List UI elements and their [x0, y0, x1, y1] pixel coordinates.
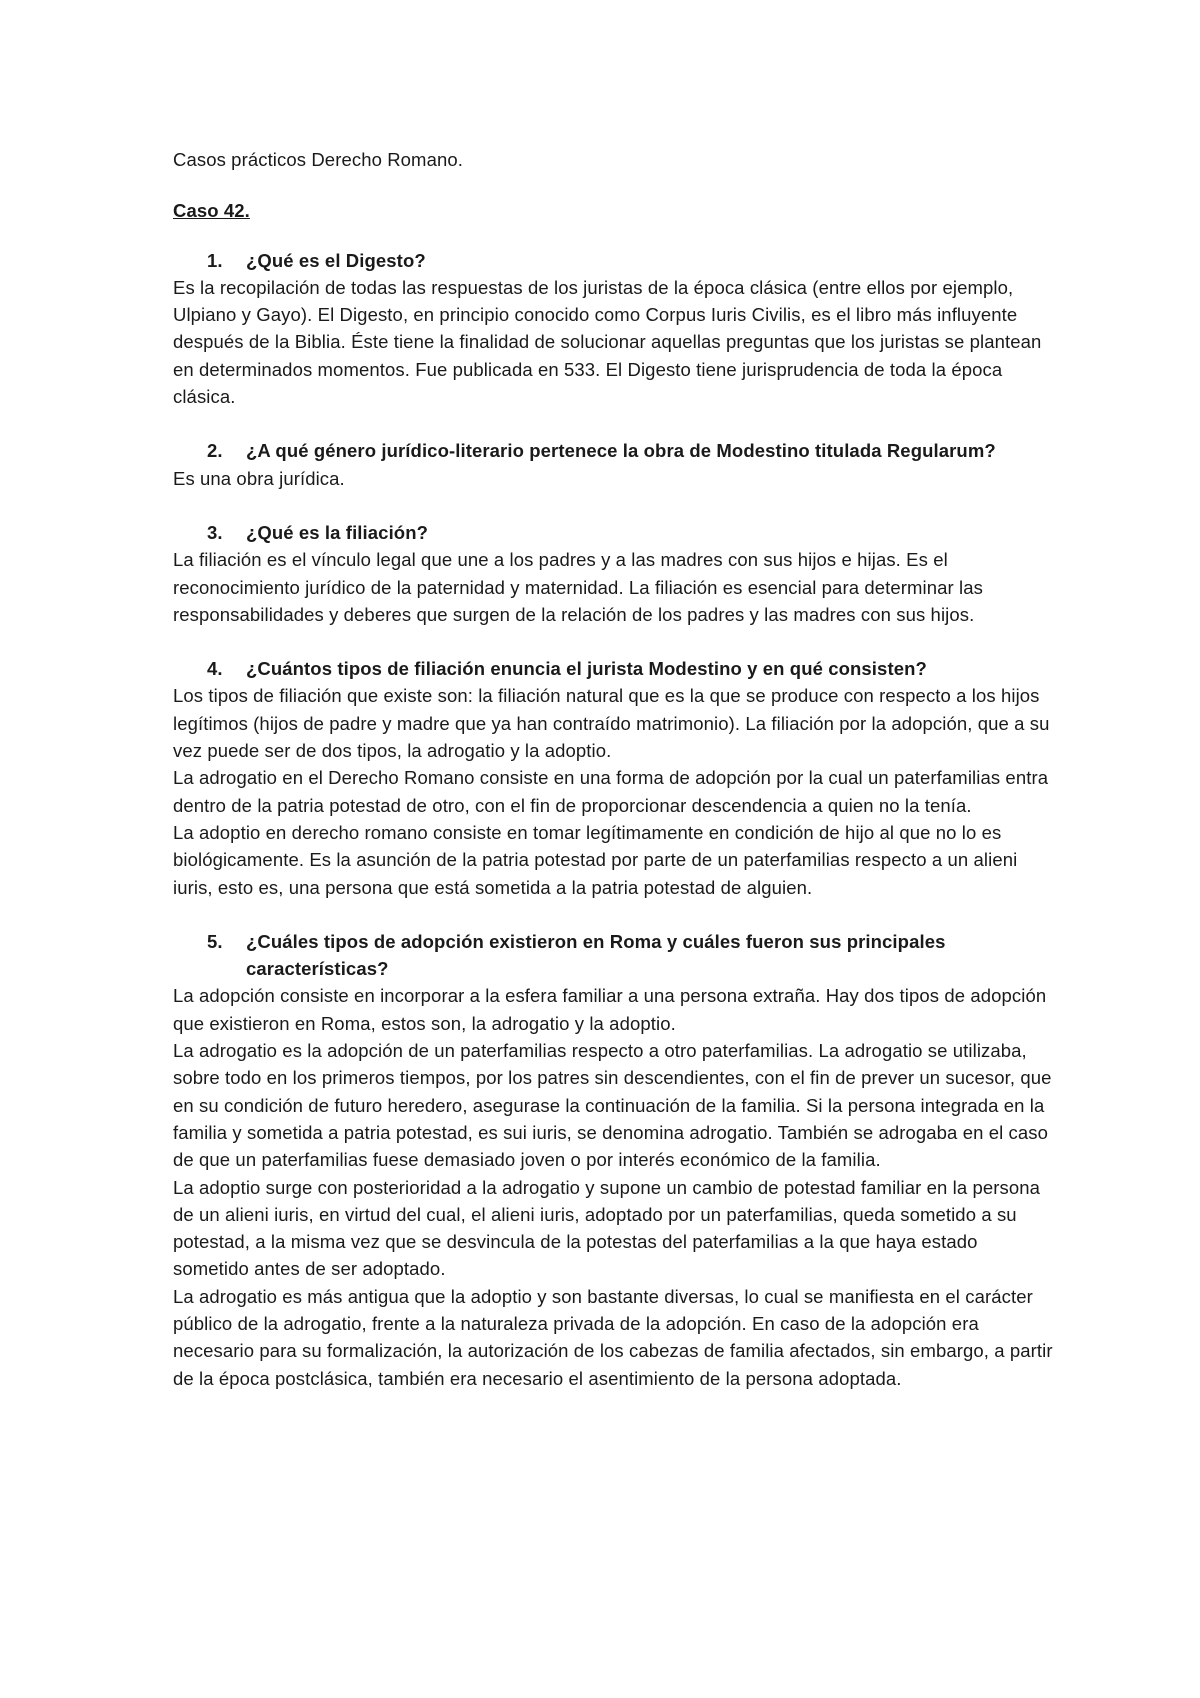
answer-paragraph: La adrogatio en el Derecho Romano consiste en una forma de adopción por la cual un paterfamilias entra dentro de la patria potestad de otro, con el fin de proporcionar descendencia a quien no la tenía. — [173, 767, 1049, 816]
section-4 — [173, 655, 1053, 901]
question-number: 3. — [207, 521, 223, 543]
section-1 — [173, 247, 1053, 411]
answer-body — [173, 546, 1053, 628]
question-text: ¿Qué es la filiación? — [246, 521, 429, 543]
answer-paragraph: Los tipos de filiación que existe son: la filiación natural que es la que se produce con respecto a los hijos legítimos (hijos de padre y madre que ya han contraído matrimonio). La filiación por la adopción, que a su vez puede ser de dos tipos, la adrogatio y la adoptio. — [173, 685, 1050, 762]
answer-paragraph: Es una obra jurídica. — [173, 467, 345, 489]
answer-paragraph: La adoptio en derecho romano consiste en tomar legítimamente en condición de hijo al que no lo es biológicamente. Es la asunción de la patria potestad por parte de un paterfamilias respecto a un alieni iuris, esto es, una persona que está sometida a la patria potestad de alguien. — [173, 821, 1018, 898]
answer-paragraph: La adrogatio es la adopción de un paterfamilias respecto a otro paterfamilias. La adrogatio se utilizaba, sobre todo en los primeros tiempos, por los patres sin descendientes, con el fin de prever un sucesor, que en su condición de futuro heredero, asegurase la continuación de la familia. Si la persona integrada en la familia y sometida a patria potestad, es sui iuris, se denomina adrogatio. También se adrogaba en el caso de que un paterfamilias fuese demasiado joven o por interés económico de la familia. — [173, 1040, 1052, 1171]
question-number: 1. — [207, 249, 223, 271]
answer-paragraph: La filiación es el vínculo legal que une a los padres y a las madres con sus hijos e hijas. Es el reconocimiento jurídico de la paternidad y maternidad. La filiación es esencial para determinar las responsabilidades y deberes que surgen de la relación de los padres y las madres con sus hijos. — [173, 549, 983, 625]
answer-paragraph: La adoptio surge con posterioridad a la adrogatio y supone un cambio de potestad familiar en la persona de un alieni iuris, en virtud del cual, el alieni iuris, adoptado por un paterfamilias, queda sometido a su potestad, a la misma vez que se desvincula de la potestas del paterfamilias a la que haya estado sometido antes de ser adoptado. — [173, 1176, 1040, 1280]
question-heading — [173, 928, 1053, 983]
question-text: ¿Cuántos tipos de filiación enuncia el jurista Modestino y en qué consisten? — [246, 658, 927, 680]
answer-paragraph: La adrogatio es más antigua que la adoptio y son bastante diversas, lo cual se manifiesta en el carácter público de la adrogatio, frente a la naturaleza privada de la adopción. En caso de la adopción era necesario para su formalización, la autorización de los cabezas de familia afectados, sin embargo, a partir de la época postclásica, también era necesario el asentimiento de la persona adoptada. — [173, 1285, 1053, 1389]
question-text: ¿Cuáles tipos de adopción existieron en Roma y cuáles fueron sus principales características? — [246, 930, 946, 980]
answer-paragraph: Es la recopilación de todas las respuestas de los juristas de la época clásica (entre ellos por ejemplo, Ulpiano y Gayo). El Digesto, en principio conocido como Corpus Iuris Civilis, es el libro más influyente después de la Biblia. Éste tiene la finalidad de solucionar aquellas preguntas que los juristas se plantean en determinados momentos. Fue publicada en 533. El Digesto tiene jurisprudencia de toda la época clásica. — [173, 276, 1042, 408]
question-heading — [173, 247, 1053, 274]
answer-body — [173, 682, 1053, 900]
question-heading — [173, 655, 1053, 682]
question-number: 4. — [207, 658, 223, 680]
question-heading — [173, 519, 1053, 546]
question-heading — [173, 437, 1053, 464]
case-title: Caso 42. — [173, 200, 250, 222]
question-number: 5. — [207, 930, 223, 952]
answer-body — [173, 274, 1053, 410]
section-3 — [173, 519, 1053, 628]
question-number: 2. — [207, 440, 223, 462]
section-2 — [173, 437, 1053, 492]
answer-paragraph: La adopción consiste en incorporar a la esfera familiar a una persona extraña. Hay dos tipos de adopción que existieron en Roma, estos son, la adrogatio y la adoptio. — [173, 985, 1047, 1034]
answer-body — [173, 465, 1053, 492]
section-5 — [173, 928, 1053, 1392]
question-text: ¿Qué es el Digesto? — [246, 249, 426, 271]
answer-body — [173, 982, 1053, 1391]
question-text: ¿A qué género jurídico-literario pertenece la obra de Modestino titulada Regularum? — [246, 440, 996, 462]
document-page — [173, 146, 1053, 1419]
document-title: Casos prácticos Derecho Romano. — [173, 149, 463, 170]
